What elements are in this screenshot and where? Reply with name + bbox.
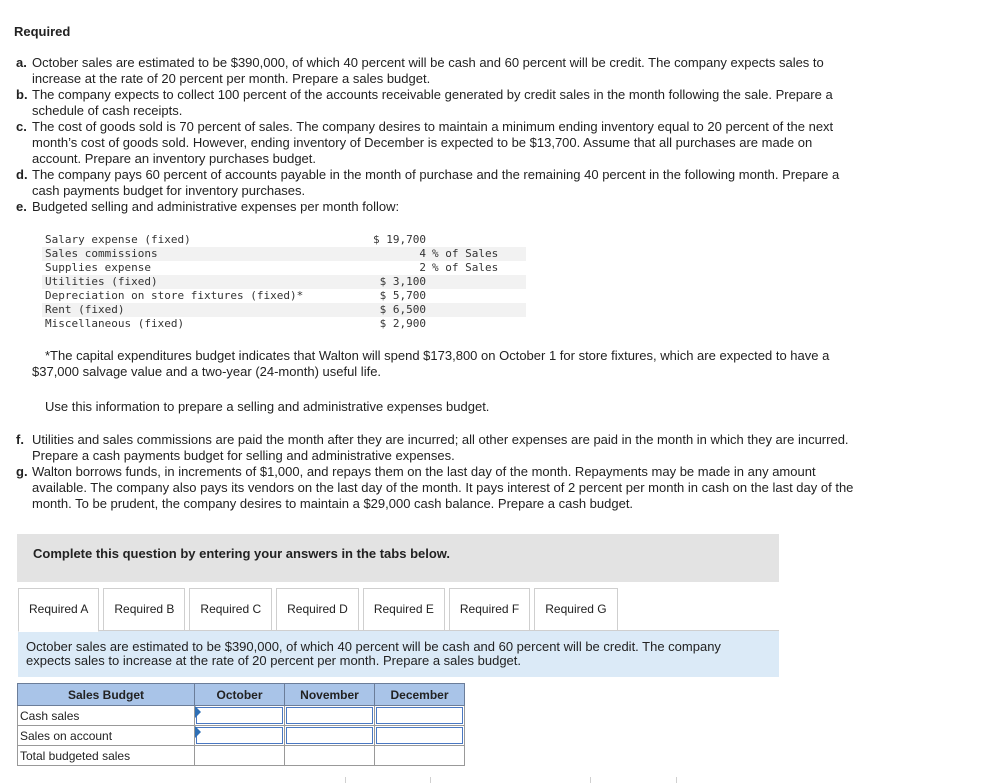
- expense-name: Salary expense (fixed): [45, 233, 191, 246]
- requirement-g: [16, 464, 856, 512]
- sales-budget-header-row: [18, 684, 465, 706]
- tab-required-b[interactable]: Required B: [103, 588, 185, 631]
- requirement-label: g.: [16, 464, 28, 479]
- expense-amount: $ 19,700: [373, 233, 426, 246]
- requirement-label: e.: [16, 199, 27, 214]
- total-october-cell: [195, 746, 285, 766]
- expense-unit: [429, 317, 510, 331]
- requirement-b: [16, 87, 856, 119]
- requirement-e: [16, 199, 856, 215]
- requirement-d: [16, 167, 856, 199]
- tab-required-e[interactable]: Required E: [363, 588, 445, 631]
- header-october: October: [195, 684, 285, 706]
- expense-row: [42, 275, 526, 289]
- requirement-text: The company pays 60 percent of accounts payable in the month of purchase and the remaining 40 percent in the following month. Prepare a cash payments budget for inventory purchases.: [32, 167, 840, 198]
- expense-amount: $ 2,900: [379, 317, 426, 330]
- expense-name: Utilities (fixed): [42, 275, 370, 289]
- expense-row: [42, 303, 526, 317]
- requirement-text: October sales are estimated to be $390,000, of which 40 percent will be cash and 60 percent will be credit. The company expects sales to increase at the rate of 20 percent per month. Prepare a sales budget.: [32, 55, 824, 86]
- requirements-list-part1: [16, 55, 856, 215]
- expense-unit: [429, 275, 510, 289]
- tab-required-f[interactable]: Required F: [449, 588, 530, 631]
- cash-sales-november-input[interactable]: [285, 706, 375, 726]
- sales-on-account-november-input[interactable]: [285, 726, 375, 746]
- expense-name: Rent (fixed): [42, 303, 370, 317]
- cash-sales-october-input[interactable]: [195, 706, 285, 726]
- header-december: December: [375, 684, 465, 706]
- tab-bar: [18, 588, 622, 631]
- requirement-label: b.: [16, 87, 28, 102]
- header-november: November: [285, 684, 375, 706]
- expense-name: Supplies expense: [45, 261, 151, 274]
- expense-unit: % of Sales: [432, 261, 499, 274]
- footnote: *The capital expenditures budget indicates that Walton will spend $173,800 on October 1 for store fixtures, which are expected to have a $37,000 salvage value and a two-year (24-month) useful life.: [32, 348, 830, 379]
- tab-prompt-panel: [18, 631, 779, 677]
- expense-name: Sales commissions: [42, 247, 370, 261]
- requirement-label: c.: [16, 119, 27, 134]
- row-label: Total budgeted sales: [18, 746, 195, 766]
- expense-amount: $ 6,500: [370, 303, 429, 317]
- tab-required-g[interactable]: Required G: [534, 588, 617, 631]
- expense-name: Depreciation on store fixtures (fixed)*: [45, 289, 304, 302]
- requirement-c: [16, 119, 856, 167]
- expense-row: [42, 289, 526, 303]
- expense-unit: [429, 303, 510, 317]
- row-total-budgeted-sales: [18, 746, 465, 766]
- expense-amount: 2: [419, 261, 426, 274]
- requirements-list-part2: [16, 432, 856, 512]
- requirement-text: The cost of goods sold is 70 percent of sales. The company desires to maintain a minimum ending inventory equal to 20 percent of the next month’s cost of goods sold. However, ending inventory of December is expected to be $13,700. Assume that all purchases are made on account. Prepare an inventory purchases budget.: [32, 119, 834, 166]
- sales-budget-table: [17, 683, 465, 766]
- expense-row: [42, 261, 526, 275]
- expense-row: [42, 233, 526, 247]
- banner-text: Complete this question by entering your answers in the tabs below.: [33, 546, 451, 561]
- row-sales-on-account: [18, 726, 465, 746]
- requirement-text: Budgeted selling and administrative expenses per month follow:: [32, 199, 400, 214]
- tab-required-c[interactable]: Required C: [189, 588, 272, 631]
- sales-on-account-december-input[interactable]: [375, 726, 465, 746]
- requirement-text: The company expects to collect 100 percent of the accounts receivable generated by credit sales in the month following the sale. Prepare a schedule of cash receipts.: [32, 87, 833, 118]
- requirement-a: [16, 55, 856, 87]
- requirement-label: d.: [16, 167, 28, 182]
- row-label: Sales on account: [18, 726, 195, 746]
- tab-required-a[interactable]: Required A: [18, 588, 99, 632]
- expenses-table: [42, 233, 526, 331]
- header-sales-budget: Sales Budget: [18, 684, 195, 706]
- expense-row: [42, 247, 526, 261]
- expense-amount: 4: [370, 247, 429, 261]
- tab-prompt-text: October sales are estimated to be $390,000, of which 40 percent will be cash and 60 percent will be credit. The company expects sales to increase at the rate of 20 percent per month. Prepare a sales budget.: [26, 639, 721, 668]
- expense-unit: [429, 233, 510, 247]
- page-heading: Required: [14, 24, 71, 39]
- tab-required-d[interactable]: Required D: [276, 588, 359, 631]
- expense-unit: % of Sales: [429, 247, 510, 261]
- instruction-text: Use this information to prepare a selling and administrative expenses budget.: [45, 399, 490, 414]
- sales-on-account-october-input[interactable]: [195, 726, 285, 746]
- instruction-banner: [17, 534, 779, 582]
- expense-amount: $ 5,700: [379, 289, 426, 302]
- expense-row: [42, 317, 526, 331]
- row-label: Cash sales: [18, 706, 195, 726]
- requirement-text: Walton borrows funds, in increments of $1,000, and repays them on the last day of the month. Repayments may be made in any amount available. The company also pays its vendors on the last day of the month. It pays interest of 2 percent per month in cash on the last day of the month. To be prudent, the company desires to maintain a $29,000 cash balance. Prepare a cash budget.: [32, 464, 854, 511]
- requirement-text: Utilities and sales commissions are paid the month after they are incurred; all other expenses are paid in the month in which they are incurred. Prepare a cash payments budget for selling and administrative expenses.: [32, 432, 849, 463]
- expense-name: Miscellaneous (fixed): [45, 317, 185, 330]
- row-cash-sales: [18, 706, 465, 726]
- cash-sales-december-input[interactable]: [375, 706, 465, 726]
- total-november-cell: [285, 746, 375, 766]
- expense-amount: $ 3,100: [370, 275, 429, 289]
- requirement-f: [16, 432, 856, 464]
- total-december-cell: [375, 746, 465, 766]
- requirement-label: f.: [16, 432, 24, 447]
- bottom-divider: [0, 777, 987, 783]
- requirement-label: a.: [16, 55, 27, 70]
- expense-unit: [429, 289, 510, 303]
